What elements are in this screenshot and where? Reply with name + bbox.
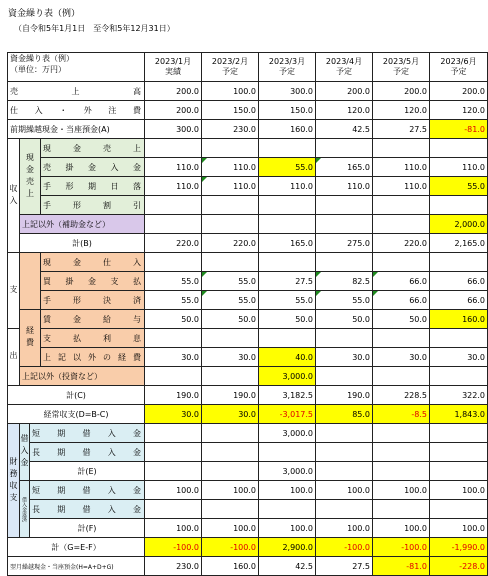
month-header-5 <box>373 53 430 82</box>
fin-in-label <box>20 424 30 481</box>
cell: 275.0 <box>316 234 373 253</box>
cell: 1,843.0 <box>430 405 488 424</box>
cell: 55.0 <box>202 291 259 310</box>
cell: 30.0 <box>202 348 259 367</box>
row-receivable <box>8 158 488 177</box>
cell: 300.0 <box>259 82 316 101</box>
cell: 200.0 <box>316 82 373 101</box>
cell: 100.0 <box>202 519 259 538</box>
row-other-expense <box>8 348 488 367</box>
cell: 150.0 <box>259 101 316 120</box>
cell: 50.0 <box>373 310 430 329</box>
cell <box>316 462 373 481</box>
header-label-2: （単位：万円） <box>10 65 66 74</box>
cell: -81.0 <box>373 557 430 576</box>
cell <box>316 443 373 462</box>
cell: 160.0 <box>430 310 488 329</box>
cell <box>145 329 202 348</box>
cell <box>145 253 202 272</box>
row-label: 仕入・外注費 <box>8 101 145 120</box>
cell: 50.0 <box>316 310 373 329</box>
row-bill-discount <box>8 196 488 215</box>
cell <box>259 253 316 272</box>
month-type: 予定 <box>393 67 409 76</box>
month-header-2 <box>202 53 259 82</box>
cell <box>373 196 430 215</box>
row-income-total <box>8 234 488 253</box>
cell: 100.0 <box>430 519 488 538</box>
row-label: 現金仕入 <box>41 253 145 272</box>
cell: 27.5 <box>373 120 430 139</box>
cell: 200.0 <box>145 101 202 120</box>
cell: 2,000.0 <box>430 215 488 234</box>
row-lt-borrow-out <box>8 500 488 519</box>
cell <box>430 424 488 443</box>
month-header-6 <box>430 53 488 82</box>
row-label: 賃金給与 <box>41 310 145 329</box>
header-row <box>8 53 488 82</box>
row-fin-total <box>8 538 488 557</box>
cell <box>373 215 430 234</box>
cell <box>373 462 430 481</box>
cell <box>202 424 259 443</box>
row-label: 手形決済 <box>41 291 145 310</box>
row-fin-expense-total <box>8 519 488 538</box>
cell <box>145 196 202 215</box>
cell: 190.0 <box>145 386 202 405</box>
cell: 165.0 <box>259 234 316 253</box>
row-expense-total <box>8 386 488 405</box>
row-label: 計(C) <box>8 386 145 405</box>
row-next-carry <box>8 557 488 576</box>
cell: -1,990.0 <box>430 538 488 557</box>
month-header-1 <box>145 53 202 82</box>
cell: 3,000.0 <box>259 462 316 481</box>
cell: 30.0 <box>145 348 202 367</box>
cell: 110.0 <box>373 177 430 196</box>
cell <box>202 462 259 481</box>
cell: -100.0 <box>202 538 259 557</box>
cell: 40.0 <box>259 348 316 367</box>
row-label: 手形割引 <box>41 196 145 215</box>
cell: 85.0 <box>316 405 373 424</box>
cell <box>145 215 202 234</box>
cell <box>373 253 430 272</box>
cell: 30.0 <box>202 405 259 424</box>
month-header-4 <box>316 53 373 82</box>
cell: 110.0 <box>373 158 430 177</box>
row-label: 計(F) <box>30 519 145 538</box>
cell: 100.0 <box>202 481 259 500</box>
cell <box>316 424 373 443</box>
month-type: 予定 <box>450 67 467 76</box>
row-sales <box>8 82 488 101</box>
cell <box>202 367 259 386</box>
cell: 165.0 <box>316 158 373 177</box>
cell <box>373 424 430 443</box>
cell: 30.0 <box>373 348 430 367</box>
row-st-borrow-in <box>8 424 488 443</box>
cell: 50.0 <box>202 310 259 329</box>
row-label: 計（G=E-F） <box>8 538 145 557</box>
month-label: 2023/6月 <box>440 57 477 66</box>
row-label: 経常収支(D=B-C) <box>8 405 145 424</box>
row-label: 長期借入金 <box>30 443 145 462</box>
cell <box>316 196 373 215</box>
cell <box>202 253 259 272</box>
cell: 200.0 <box>145 82 202 101</box>
cell: 55.0 <box>259 291 316 310</box>
cell <box>430 500 488 519</box>
cell: -81.0 <box>430 120 488 139</box>
cell: 100.0 <box>373 519 430 538</box>
cell: 100.0 <box>430 481 488 500</box>
cell: 55.0 <box>145 291 202 310</box>
cell <box>430 196 488 215</box>
section-expense-bottom: 出 <box>8 329 20 386</box>
cell <box>316 500 373 519</box>
row-label: 支払利息 <box>41 329 145 348</box>
cell: 220.0 <box>373 234 430 253</box>
cell: 55.0 <box>202 272 259 291</box>
cell: 66.0 <box>373 272 430 291</box>
row-lt-borrow-in <box>8 443 488 462</box>
cell: -3,017.5 <box>259 405 316 424</box>
cell: 100.0 <box>316 481 373 500</box>
cell <box>316 215 373 234</box>
cell: 160.0 <box>202 557 259 576</box>
cell: 3,182.5 <box>259 386 316 405</box>
cell: 55.0 <box>145 272 202 291</box>
cell: 100.0 <box>145 481 202 500</box>
row-label: 上記以外（投資など） <box>20 367 145 386</box>
section-keihi: 経費 <box>20 310 41 367</box>
cell: 120.0 <box>430 101 488 120</box>
row-label: 手形期日落 <box>41 177 145 196</box>
cell: 66.0 <box>373 291 430 310</box>
row-st-borrow-out <box>8 481 488 500</box>
cell: 3,000.0 <box>259 424 316 443</box>
fin-out-label: 借入金返済 <box>20 481 30 538</box>
cell: 160.0 <box>259 120 316 139</box>
cell: 42.5 <box>259 557 316 576</box>
cell: 2,165.0 <box>430 234 488 253</box>
row-wages <box>8 310 488 329</box>
cell <box>316 329 373 348</box>
row-purchase <box>8 101 488 120</box>
cell <box>259 443 316 462</box>
cell: -8.5 <box>373 405 430 424</box>
cell: 110.0 <box>430 158 488 177</box>
month-header-3 <box>259 53 316 82</box>
purchase-group <box>20 253 41 310</box>
cell: 120.0 <box>373 101 430 120</box>
cell: -100.0 <box>373 538 430 557</box>
cell <box>259 196 316 215</box>
cell: 42.5 <box>316 120 373 139</box>
row-label: 計(B) <box>20 234 145 253</box>
cell: 150.0 <box>202 101 259 120</box>
cell: 230.0 <box>145 557 202 576</box>
cell: 110.0 <box>316 177 373 196</box>
row-interest <box>8 329 488 348</box>
header-label-1: 資金繰り表（例） <box>10 54 74 63</box>
cell: 110.0 <box>202 177 259 196</box>
cell: 50.0 <box>145 310 202 329</box>
cell: 100.0 <box>316 519 373 538</box>
section-expense-top: 支 <box>8 253 20 329</box>
row-bill-settle <box>8 291 488 310</box>
cell: 100.0 <box>259 481 316 500</box>
row-label: 短期借入金 <box>30 481 145 500</box>
cell <box>259 139 316 158</box>
cell: 220.0 <box>145 234 202 253</box>
cell <box>202 139 259 158</box>
month-type: 実績 <box>165 67 181 76</box>
cell: 110.0 <box>259 177 316 196</box>
fin-in-char: 入 <box>20 446 29 458</box>
cell <box>430 462 488 481</box>
row-label: 売上高 <box>8 82 145 101</box>
section-genkin-uriage: 現金売上 <box>20 139 41 215</box>
cell <box>202 329 259 348</box>
cell <box>430 367 488 386</box>
cell: 66.0 <box>430 272 488 291</box>
cell: 200.0 <box>373 82 430 101</box>
row-label: 前期繰越現金・当座預金(A) <box>8 120 145 139</box>
cashflow-table <box>7 52 488 576</box>
cell: 230.0 <box>202 120 259 139</box>
cell <box>202 443 259 462</box>
row-label: 翌月繰越現金・当座預金(H=A+D+G) <box>8 557 145 576</box>
month-type: 予定 <box>222 67 238 76</box>
row-label: 上記以外の経費 <box>41 348 145 367</box>
cell <box>145 367 202 386</box>
cell <box>145 500 202 519</box>
cell <box>145 443 202 462</box>
row-cash-sales <box>8 139 488 158</box>
period-label: （自令和5年1月1日 至令和5年12月31日） <box>14 24 175 33</box>
cell <box>202 500 259 519</box>
cell: 300.0 <box>145 120 202 139</box>
cell <box>316 139 373 158</box>
cell: 30.0 <box>430 348 488 367</box>
cell: 55.0 <box>430 177 488 196</box>
cell <box>430 253 488 272</box>
cell <box>145 424 202 443</box>
row-label: 現金売上 <box>41 139 145 158</box>
row-cash-purchase <box>8 253 488 272</box>
cell: 200.0 <box>430 82 488 101</box>
row-fin-income-total <box>8 462 488 481</box>
row-bill-due <box>8 177 488 196</box>
cell: 120.0 <box>316 101 373 120</box>
section-zaimu: 財務収支 <box>8 424 20 538</box>
cell <box>373 443 430 462</box>
cell <box>145 139 202 158</box>
month-label: 2023/2月 <box>211 57 249 66</box>
cell <box>202 196 259 215</box>
row-label: 短期借入金 <box>30 424 145 443</box>
cell: 82.5 <box>316 272 373 291</box>
cell: 30.0 <box>316 348 373 367</box>
cell <box>259 215 316 234</box>
cell <box>202 215 259 234</box>
cell: 2,900.0 <box>259 538 316 557</box>
header-label <box>8 53 145 82</box>
cell: 66.0 <box>430 291 488 310</box>
cell: 228.5 <box>373 386 430 405</box>
cell: 110.0 <box>202 158 259 177</box>
cell <box>373 329 430 348</box>
cell: 30.0 <box>145 405 202 424</box>
fin-in-char: 金 <box>20 458 29 470</box>
cell <box>430 139 488 158</box>
month-label: 2023/5月 <box>382 57 420 66</box>
row-balance <box>8 405 488 424</box>
cell: -100.0 <box>145 538 202 557</box>
row-other-invest <box>8 367 488 386</box>
month-type: 予定 <box>279 67 295 76</box>
cell <box>373 139 430 158</box>
cell: 55.0 <box>259 158 316 177</box>
row-payable <box>8 272 488 291</box>
cell <box>316 367 373 386</box>
cell: 3,000.0 <box>259 367 316 386</box>
cell: 190.0 <box>202 386 259 405</box>
cell <box>259 329 316 348</box>
row-label: 計(E) <box>30 462 145 481</box>
cell <box>430 329 488 348</box>
cell: 55.0 <box>316 291 373 310</box>
row-other-income <box>8 215 488 234</box>
cell: -100.0 <box>316 538 373 557</box>
month-label: 2023/4月 <box>325 57 363 66</box>
cell: 190.0 <box>316 386 373 405</box>
cell: 50.0 <box>259 310 316 329</box>
cell: 100.0 <box>145 519 202 538</box>
row-label: 買掛金支払 <box>41 272 145 291</box>
cell: 100.0 <box>259 519 316 538</box>
cell <box>373 500 430 519</box>
cell <box>373 367 430 386</box>
cell <box>316 253 373 272</box>
cell <box>430 443 488 462</box>
cell: 322.0 <box>430 386 488 405</box>
row-carryover <box>8 120 488 139</box>
section-income: 収入 <box>8 139 20 253</box>
cell: 110.0 <box>145 177 202 196</box>
cell: -228.0 <box>430 557 488 576</box>
cell: 220.0 <box>202 234 259 253</box>
row-label: 長期借入金 <box>30 500 145 519</box>
cell: 100.0 <box>202 82 259 101</box>
month-type: 予定 <box>336 67 352 76</box>
cell: 27.5 <box>316 557 373 576</box>
sheet-title: 資金繰り表（例） <box>8 9 81 19</box>
cell <box>145 462 202 481</box>
row-label: 売掛金入金 <box>41 158 145 177</box>
month-label: 2023/3月 <box>268 57 306 66</box>
cell: 110.0 <box>145 158 202 177</box>
cell: 100.0 <box>373 481 430 500</box>
row-label: 上記以外（補助金など） <box>20 215 145 234</box>
cell <box>259 500 316 519</box>
fin-in-char: 借 <box>20 434 29 446</box>
cell: 27.5 <box>259 272 316 291</box>
month-label: 2023/1月 <box>154 57 192 66</box>
